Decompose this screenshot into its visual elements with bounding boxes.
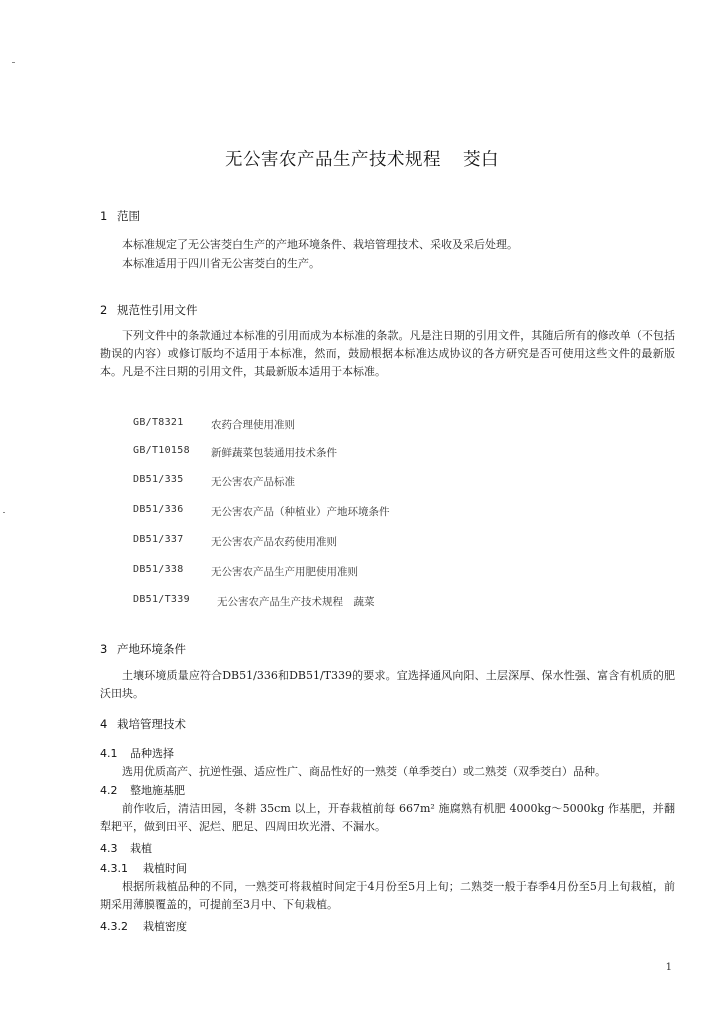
section-2-paragraph: 下列文件中的条款通过本标准的引用而成为本标准的条款。凡是注日期的引用文件，其随后所有的修改单（不包括勘误的内容）或修订版均不适用于本标准，然而，鼓励根据本标准达成协议的各方研究是否可使用这些文件的最新版本。凡是不注日期的引用文件，其最新版本适用于本标准。 [100, 329, 675, 378]
reference-name: 无公害农产品生产技术规程 蔬菜 [217, 596, 375, 608]
document-title [0, 146, 724, 171]
reference-name: 农药合理使用准则 [211, 419, 295, 431]
reference-code: GB/T10158 [133, 445, 190, 456]
section-1-paragraph-1: 本标准规定了无公害茭白生产的产地环境条件、栽培管理技术、采收及采后处理。 [122, 238, 518, 251]
page-number: 1 [665, 962, 672, 973]
section-3-paragraph: 土壤环境质量应符合DB51/336和DB51/T339的要求。宜选择通风向阳、土层深厚、保水性强、富含有机质的肥沃田块。 [100, 669, 675, 700]
title-sub: 茭白 [463, 150, 499, 170]
section-3-heading: 3 产地环境条件 [100, 642, 186, 656]
reference-code: DB51/338 [133, 564, 184, 575]
section-4-1-heading: 4.1 品种选择 [100, 747, 174, 760]
section-4-3-1-heading: 4.3.1 栽植时间 [100, 862, 187, 875]
reference-name: 无公害农产品标准 [211, 476, 295, 488]
reference-code: DB51/335 [133, 474, 184, 485]
section-4-heading: 4 栽培管理技术 [100, 717, 186, 731]
section-2-heading: 2 规范性引用文件 [100, 303, 198, 317]
reference-code: DB51/T339 [133, 594, 190, 605]
scan-mark [12, 62, 15, 63]
section-4-3-1-paragraph: 根据所栽植品种的不同，一熟茭可将栽植时间定于4月份至5月上旬；二熟茭一般于春季4月份至5月上旬栽植，前期采用薄膜覆盖的，可提前至3月中、下旬栽植。 [100, 880, 675, 911]
section-4-2-paragraph: 前作收后，清洁田园，冬耕 35cm 以上，开春栽植前每 667m² 施腐熟有机肥 4000kg～5000kg 作基肥，并翻犁耙平，做到田平、泥烂、肥足、四周田坎光滑、不漏水。 [100, 802, 675, 833]
section-4-3-2-heading: 4.3.2 栽植密度 [100, 920, 187, 933]
section-4-3-heading: 4.3 栽植 [100, 842, 152, 855]
section-1-heading: 1 范围 [100, 209, 140, 223]
reference-name: 无公害农产品（种植业）产地环境条件 [211, 506, 390, 518]
section-4-1-paragraph: 选用优质高产、抗逆性强、适应性广、商品性好的一熟茭（单季茭白）或二熟茭（双季茭白）品种。 [122, 765, 606, 778]
section-4-2-heading: 4.2 整地施基肥 [100, 784, 185, 797]
reference-code: GB/T8321 [133, 417, 184, 428]
title-main: 无公害农产品生产技术规程 [225, 150, 441, 170]
scan-mark [3, 512, 5, 513]
reference-name: 新鲜蔬菜包装通用技术条件 [211, 447, 337, 459]
reference-name: 无公害农产品生产用肥使用准则 [211, 566, 358, 578]
reference-code: DB51/336 [133, 504, 184, 515]
reference-code: DB51/337 [133, 534, 184, 545]
section-1-paragraph-2: 本标准适用于四川省无公害茭白的生产。 [122, 257, 320, 270]
reference-name: 无公害农产品农药使用准则 [211, 536, 337, 548]
